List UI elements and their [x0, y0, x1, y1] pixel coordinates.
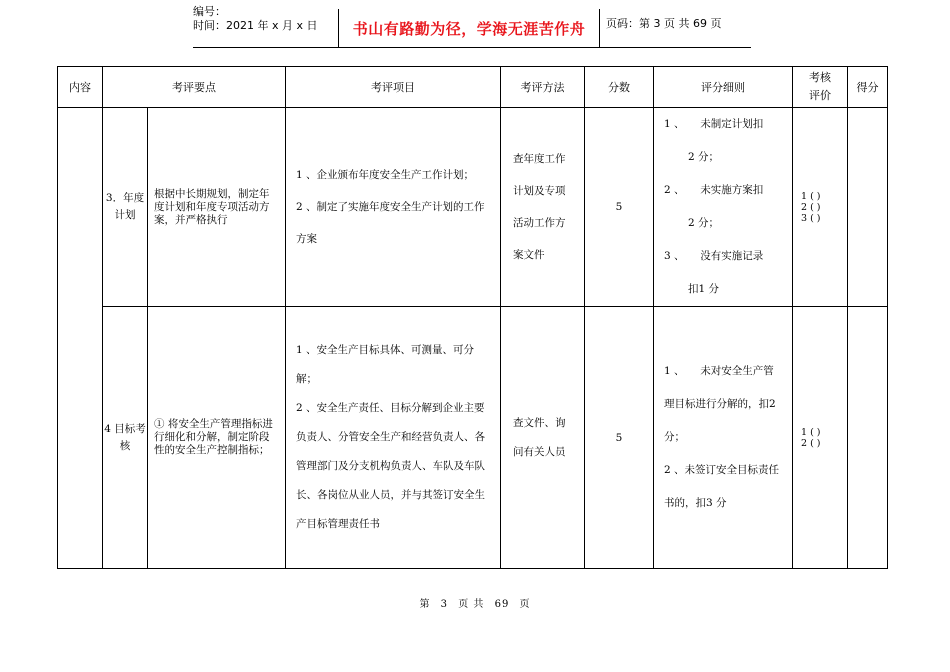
detail-line: 2 、未签订安全目标责任书的，扣3 分: [664, 464, 780, 509]
detail-line: 2 分；: [688, 217, 720, 229]
eval-line: 1 ( ): [801, 426, 821, 438]
row-score: 5: [585, 307, 654, 569]
footer-suffix: 页: [519, 599, 531, 610]
row-items: [286, 307, 501, 569]
page-footer: [0, 595, 950, 610]
document-number-label: 编号：: [193, 5, 226, 18]
item-line: 1 、企业颁布年度安全生产工作计划；: [296, 169, 475, 181]
header-review-line2: 评价: [809, 89, 831, 102]
item-line: 1 、安全生产目标具体、可测量、可分解；: [296, 344, 475, 385]
row-method: 查年度工作计划及专项活动工作方案文件: [501, 108, 585, 307]
row-point: 根据中长期规划，制定年度计划和年度专项活动方案，并严格执行: [148, 108, 286, 307]
footer-prefix: 第: [419, 599, 431, 610]
header-info: [193, 5, 338, 47]
row-details: [654, 108, 793, 307]
detail-line: 扣1 分: [688, 283, 720, 295]
header-divider: [193, 47, 751, 48]
row-score: 5: [585, 108, 654, 307]
evaluation-table: [57, 66, 888, 569]
header-motto-box: [338, 9, 600, 47]
row-result: [848, 307, 888, 569]
row-method: 查文件、询问有关人员: [501, 307, 585, 569]
detail-line: 1 、 未制定计划扣: [664, 118, 764, 130]
detail-line: 3 、 没有实施记录: [664, 250, 764, 262]
row-point: ① 将安全生产管理指标进行细化和分解，制定阶段性的安全生产控制指标；: [148, 307, 286, 569]
detail-line: 2 、 未实施方案扣: [664, 184, 764, 196]
item-line: 2 、制定了实施年度安全生产计划的工作方案: [296, 201, 485, 245]
table-row: [58, 108, 888, 307]
header-method: 考评方法: [501, 67, 585, 108]
header-page-code: 页码：第 3 页 共 69 页: [606, 17, 722, 30]
document-time-label: 时间：2021 年 x 月 x 日: [193, 19, 318, 32]
row-evals: [793, 307, 848, 569]
detail-line: 1 、 未对安全生产管理目标进行分解的，扣2 分；: [664, 365, 776, 443]
eval-line: 1 ( ): [801, 190, 821, 202]
row-index: 3．年度计划: [103, 108, 148, 307]
footer-page-total: 69: [494, 599, 510, 610]
footer-page-num: 3: [440, 599, 449, 610]
row-evals: [793, 108, 848, 307]
page-header: [193, 5, 751, 47]
header-result: 得分: [848, 67, 888, 108]
header-score: 分数: [585, 67, 654, 108]
header-review: [793, 67, 848, 108]
header-content: 内容: [58, 67, 103, 108]
header-points: 考评要点: [103, 67, 286, 108]
eval-line: 2 ( ): [801, 437, 821, 449]
eval-line: 2 ( ): [801, 201, 821, 213]
item-line: 2 、安全生产责任、目标分解到企业主要负责人、分管安全生产和经营负责人、各管理部门及分支机构负责人、车队及车队长、各岗位从业人员，并与其签订安全生产目标管理责任书: [296, 402, 485, 530]
row-result: [848, 108, 888, 307]
header-items: 考评项目: [286, 67, 501, 108]
footer-mid: 页 共: [458, 599, 485, 610]
header-review-line1: 考核: [809, 71, 831, 84]
table-header-row: [58, 67, 888, 108]
header-details: 评分细则: [654, 67, 793, 108]
row-index: 4 目标考核: [103, 307, 148, 569]
row-details: [654, 307, 793, 569]
detail-line: 2 分；: [688, 151, 720, 163]
content-cell: [58, 108, 103, 569]
table-row: [58, 307, 888, 569]
header-motto: 书山有路勤为径，学海无涯苦作舟: [352, 19, 586, 38]
eval-line: 3 ( ): [801, 212, 821, 224]
row-items: [286, 108, 501, 307]
